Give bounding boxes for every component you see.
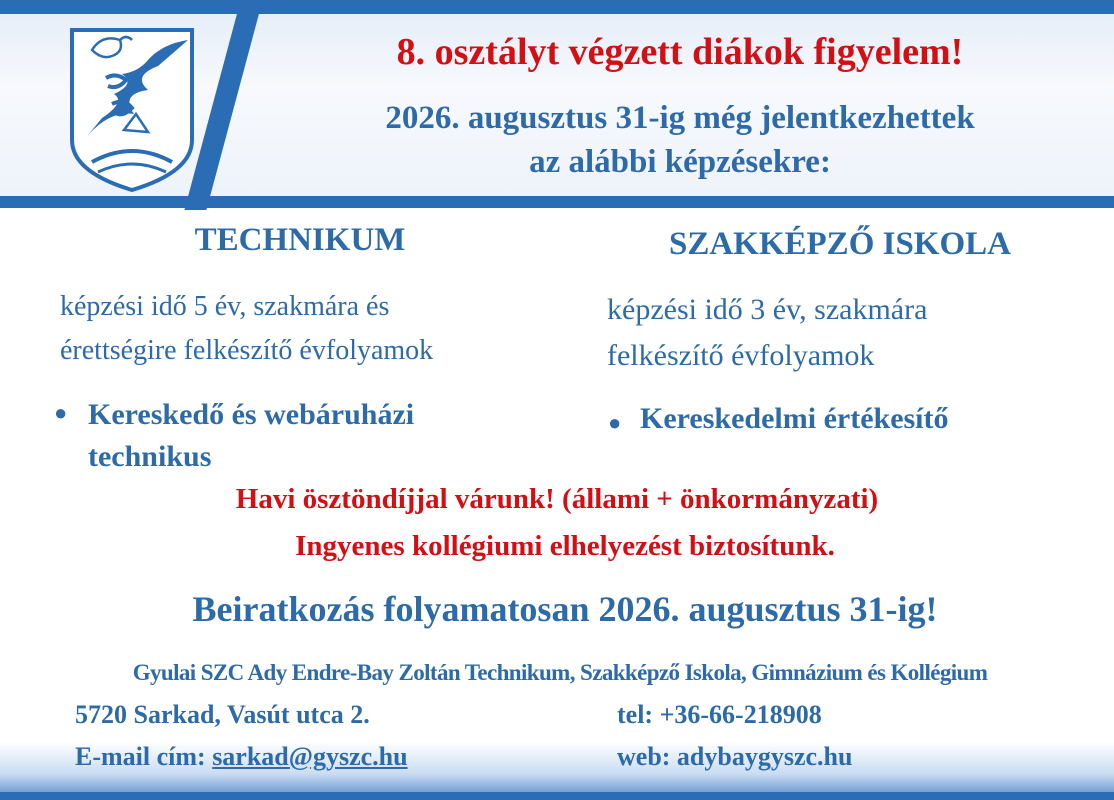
bullet-dot-icon: ● — [54, 400, 68, 425]
school-address: 5720 Sarkad, Vasút utca 2. — [75, 700, 370, 729]
school-phone: tel: +36-66-218908 — [617, 700, 822, 729]
email-link[interactable]: sarkad@gyszc.hu — [212, 742, 408, 771]
school-name: Gyulai SZC Ady Endre-Bay Zoltán Technikum, Szakképző Iskola, Gimnázium és Kollégium — [132, 660, 988, 685]
top-border — [0, 0, 1114, 14]
szakkepzo-desc-line-1: képzési idő 3 év, szakmára — [607, 293, 928, 326]
szakkepzo-program: Kereskedelmi értékesítő — [640, 402, 949, 435]
page-title: 8. osztályt végzett diákok figyelem! — [396, 31, 964, 73]
szakkepzo-heading: SZAKKÉPZŐ ISKOLA — [668, 226, 1011, 262]
technikum-desc-line-2: érettségire felkészítő évfolyamok — [60, 335, 434, 366]
technikum-desc-line-1: képzési idő 5 év, szakmára és — [60, 291, 390, 322]
page-subtitle — [260, 96, 1100, 184]
bullet-dot-icon: ● — [608, 410, 622, 435]
school-website[interactable]: web: adybaygyszc.hu — [617, 742, 853, 771]
technikum-description — [60, 285, 560, 373]
szakkepzo-desc-line-2: felkészítő évfolyamok — [607, 339, 875, 372]
quill-shield-logo-icon — [62, 22, 202, 197]
technikum-program-line-2: technikus — [88, 440, 212, 473]
scholarship-notice: Havi ösztöndíjjal várunk! (állami + önkormányzati) — [235, 483, 879, 515]
school-email — [75, 742, 408, 772]
dormitory-notice: Ingyenes kollégiumi elhelyezést biztosítunk. — [295, 530, 835, 562]
header-rule — [0, 196, 1114, 208]
technikum-program-line-1: Kereskedő és webáruházi — [88, 398, 415, 431]
subtitle-line-2: az alábbi képzésekre: — [529, 144, 831, 180]
subtitle-line-1: 2026. augusztus 31-ig még jelentkezhettek — [385, 100, 975, 136]
technikum-program — [88, 394, 548, 478]
email-label: E-mail cím: — [75, 742, 213, 771]
szakkepzo-description — [607, 287, 1067, 379]
bottom-border — [0, 792, 1114, 800]
technikum-heading: TECHNIKUM — [194, 222, 406, 258]
enrollment-notice: Beiratkozás folyamatosan 2026. augusztus 31-ig! — [192, 589, 938, 629]
